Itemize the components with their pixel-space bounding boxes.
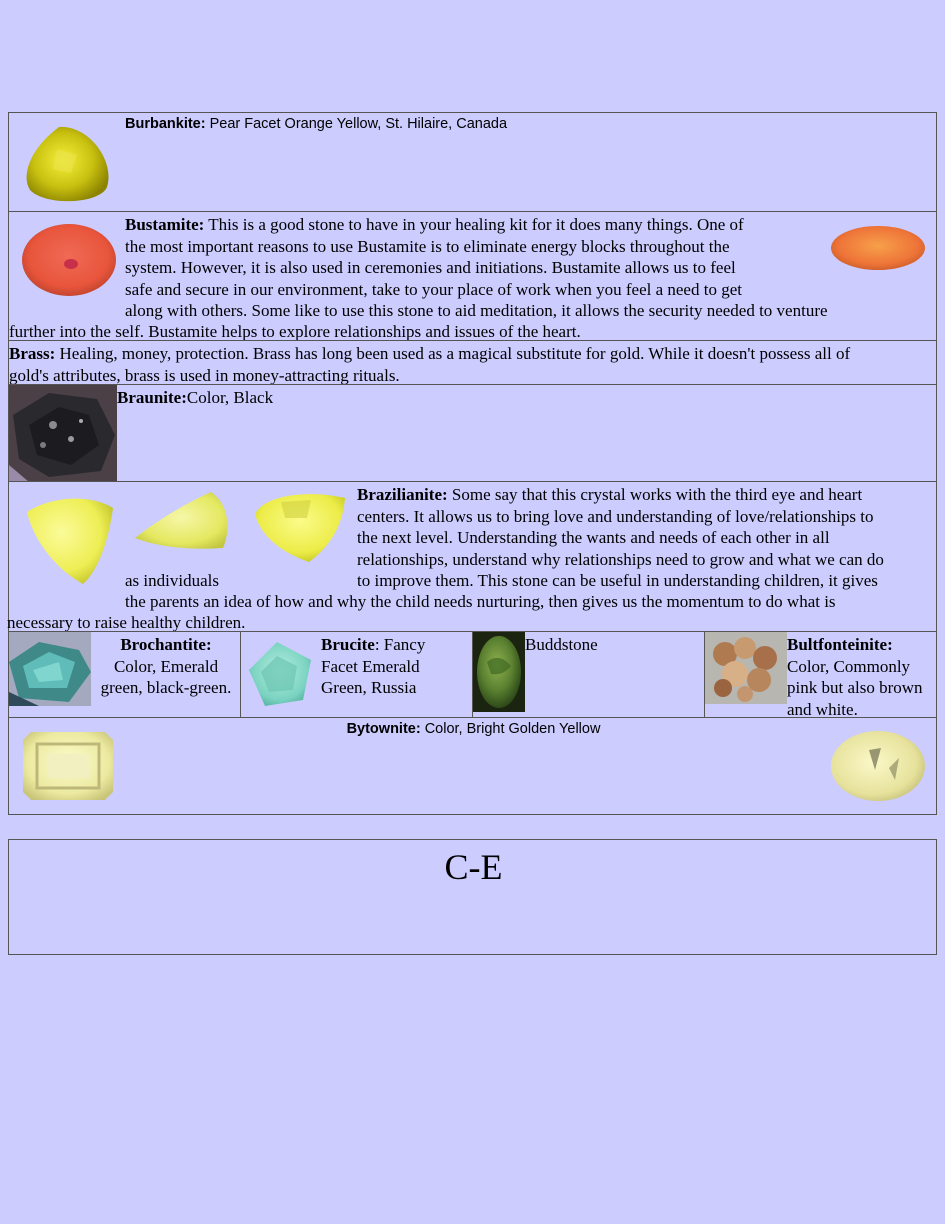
brazilianite-line-4: relationships, understand why relationships need to grow and what we can do — [357, 549, 884, 569]
entry-brucite — [240, 631, 473, 718]
entry-buddstone — [472, 631, 705, 718]
brochantite-mineral-image — [9, 632, 91, 706]
brazilianite-gem-image-2 — [133, 490, 233, 552]
bustamite-name: Bustamite: — [125, 215, 205, 234]
entry-bustamite — [8, 211, 937, 341]
bustamite-line-6: further into the self. Bustamite helps to explore relationships and issues of the heart. — [9, 322, 581, 341]
brochantite-line-1: Color, Emerald — [113, 656, 219, 676]
entry-braunite — [8, 384, 937, 482]
braunite-name: Braunite: — [117, 388, 187, 407]
bustamite-line-4: safe and secure in our environment, take to your place of work when you feel a need to get — [125, 279, 742, 299]
burbankite-description: Pear Facet Orange Yellow, St. Hilaire, Canada — [205, 116, 508, 132]
brass-line-1: Healing, money, protection. Brass has long been used as a magical substitute for gold. While it doesn't possess all of — [55, 344, 851, 363]
burbankite-name: Burbankite: — [125, 116, 206, 132]
bustamite-line-2: the most important reasons to use Bustamite is to eliminate energy blocks throughout the — [125, 236, 730, 256]
braunite-mineral-image — [9, 385, 117, 482]
bultfonteinite-name: Bultfonteinite: — [787, 635, 893, 654]
burbankite-gem-image — [19, 121, 117, 207]
brazilianite-line-1: Some say that this crystal works with the third eye and heart — [447, 485, 863, 504]
brochantite-line-2: green, black-green. — [100, 678, 232, 697]
brucite-gem-image — [247, 640, 315, 708]
section-heading-box — [8, 839, 937, 955]
braunite-description: Color, Black — [186, 388, 274, 407]
bytownite-description: Color, Bright Golden Yellow — [420, 721, 601, 737]
brazilianite-line-5-start: as individuals — [125, 571, 219, 590]
bultfonteinite-line-3: and white. — [787, 699, 858, 719]
brazilianite-line-3: the next level. Understanding the wants and needs of each other in all — [357, 528, 830, 547]
entry-bultfonteinite — [704, 631, 937, 718]
brazilianite-line-6: the parents an idea of how and why the child needs nurturing, then gives us the momentum to do what is — [125, 592, 836, 611]
bustamite-line-3: system. However, it is also used in ceremonies and initiations. Bustamite allows us to feel — [125, 258, 736, 277]
brazilianite-gem-image-3 — [251, 488, 349, 564]
entry-bytownite — [8, 717, 937, 815]
bustamite-line-5: along with others. Some like to use this stone to aid meditation, it allows the security needed to venture — [125, 301, 828, 320]
brucite-line-2: Facet Emerald — [321, 656, 420, 676]
bytownite-gem-image-left — [21, 728, 115, 804]
brazilianite-name: Brazilianite: — [357, 485, 448, 504]
brucite-line-3: Green, Russia — [321, 678, 417, 697]
bustamite-gem-image-right — [829, 224, 927, 274]
brass-name: Brass: — [9, 344, 56, 363]
entry-brass — [8, 340, 937, 385]
brazilianite-gem-image-1 — [21, 490, 117, 586]
bytownite-name: Bytownite: — [346, 721, 421, 737]
buddstone-mineral-image — [473, 632, 525, 712]
brazilianite-line-5: to improve them. This stone can be useful in understanding children, it gives — [357, 571, 878, 590]
brochantite-name: Brochantite: — [120, 635, 212, 654]
section-heading: C-E — [444, 847, 503, 887]
bultfonteinite-line-1: Color, Commonly — [787, 656, 911, 676]
bultfonteinite-line-2: pink but also brown — [787, 678, 923, 697]
brucite-line-1: : Fancy — [374, 635, 426, 654]
brazilianite-line-7: necessary to raise healthy children. — [7, 613, 246, 632]
bustamite-line-1: This is a good stone to have in your healing kit for it does many things. One of — [204, 215, 744, 234]
brass-line-2: gold's attributes, brass is used in money-attracting rituals. — [9, 365, 400, 385]
entry-burbankite — [8, 112, 937, 212]
brucite-name: Brucite — [321, 635, 375, 654]
bultfonteinite-mineral-image — [705, 632, 787, 704]
brazilianite-line-2: centers. It allows us to bring love and understanding of love/relationships to — [357, 506, 874, 526]
buddstone-name: Buddstone — [525, 635, 598, 654]
bytownite-gem-image-right — [829, 728, 927, 804]
bustamite-gem-image-left — [19, 220, 119, 300]
entry-brazilianite — [8, 481, 937, 632]
entry-brochantite — [8, 631, 241, 718]
